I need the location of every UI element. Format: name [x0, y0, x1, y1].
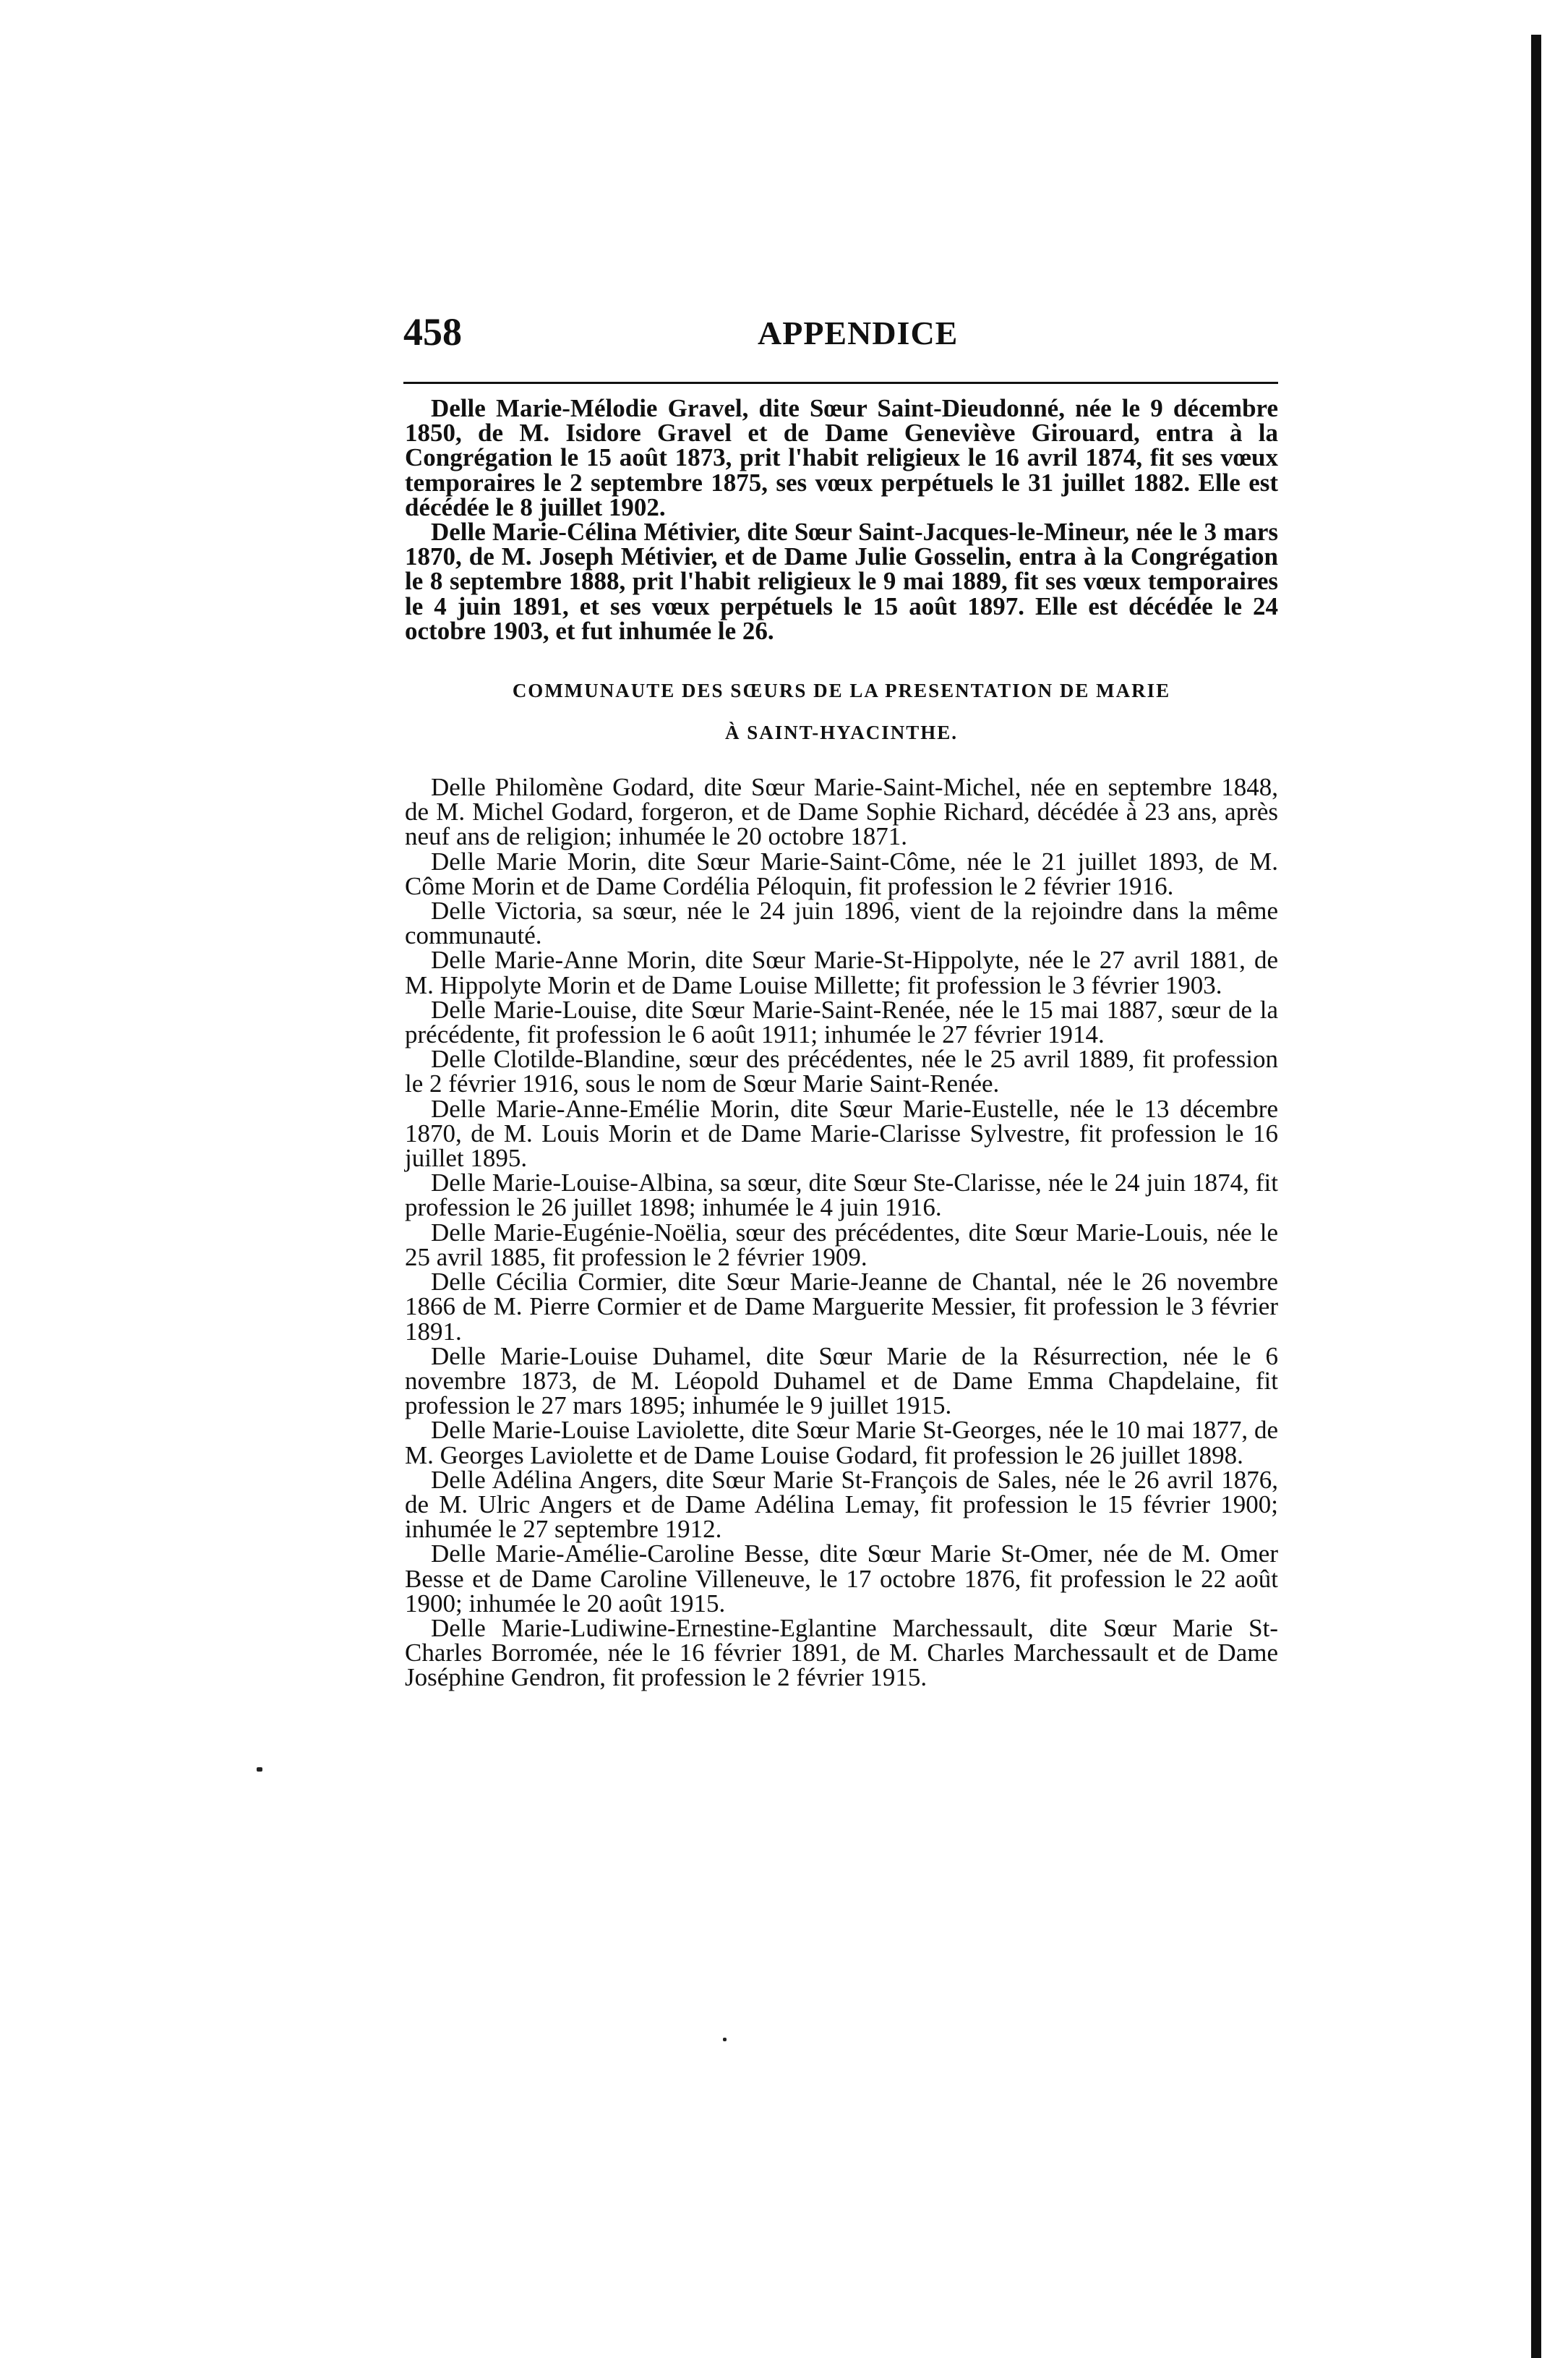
section-heading-line: COMMUNAUTE DES SŒURS DE LA PRESENTATION DE MARIE — [512, 680, 1171, 702]
entry-paragraph: Delle Marie-Louise, dite Sœur Marie-Saint-Renée, née le 15 mai 1887, sœur de la précédente, fit profession le 6 août 1911; inhumée le 27 février 1914. — [405, 995, 1278, 1049]
section-entries-1 — [405, 396, 1278, 644]
entry-paragraph: Delle Marie-Louise Duhamel, dite Sœur Marie de la Résurrection, née le 6 novembre 1873, de M. Léopold Duhamel et de Dame Emma Chapdelaine, fit profession le 27 mars 1895; inhumée le 9 juillet 1915. — [405, 1341, 1278, 1420]
section-entries-2 — [405, 775, 1278, 1691]
entry-paragraph: Delle Marie Morin, dite Sœur Marie-Saint-Côme, née le 21 juillet 1893, de M. Côme Morin et de Dame Cordélia Péloquin, fit profession le 2 février 1916. — [405, 847, 1278, 900]
page-header — [403, 309, 1300, 367]
entry-paragraph: Delle Marie-Anne-Emélie Morin, dite Sœur Marie-Eustelle, née le 13 décembre 1870, de M. Louis Morin et de Dame Marie-Clarisse Sylvestre, fit profession le 16 juillet 1895. — [405, 1094, 1278, 1173]
entry-paragraph: Delle Marie-Anne Morin, dite Sœur Marie-St-Hippolyte, née le 27 avril 1881, de M. Hippolyte Morin et de Dame Louise Millette; fit profession le 3 février 1903. — [405, 946, 1278, 999]
page-number: 458 — [403, 310, 462, 354]
entry-paragraph: Delle Marie-Ludiwine-Ernestine-Eglantine Marchessault, dite Sœur Marie St-Charles Borromée, née le 16 février 1891, de M. Charles Marchessault et de Dame Joséphine Gendron, fit profession le 2 février 1915. — [405, 1613, 1278, 1692]
entry-paragraph: Delle Clotilde-Blandine, sœur des précédentes, née le 25 avril 1889, fit profession le 2 février 1916, sous le nom de Sœur Marie Saint-Renée. — [405, 1045, 1278, 1098]
entry-paragraph: Delle Marie-Eugénie-Noëlia, sœur des précédentes, dite Sœur Marie-Louis, née le 25 avril 1885, fit profession le 2 février 1909. — [405, 1218, 1278, 1271]
entry-paragraph: Delle Marie-Mélodie Gravel, dite Sœur Saint-Dieudonné, née le 9 décembre 1850, de M. Isidore Gravel et de Dame Geneviève Girouard, entra à la Congrégation le 15 août 1873, prit l'habit religieux le 16 avril 1874, fit ses vœux temporaires le 2 septembre 1875, ses vœux perpétuels le 31 juillet 1882. Elle est décédée le 8 juillet 1902. — [405, 394, 1278, 521]
entry-paragraph: Delle Cécilia Cormier, dite Sœur Marie-Jeanne de Chantal, née le 26 novembre 1866 de M. Pierre Cormier et de Dame Marguerite Messier, fit profession le 3 février 1891. — [405, 1268, 1278, 1346]
entry-paragraph: Delle Victoria, sa sœur, née le 24 juin 1896, vient de la rejoindre dans la même communauté. — [405, 897, 1278, 950]
entry-paragraph: Delle Adélina Angers, dite Sœur Marie St-François de Sales, née le 26 avril 1876, de M. Ulric Angers et de Dame Adélina Lemay, fit profession le 15 février 1900; inhumée le 27 septembre 1912. — [405, 1465, 1278, 1544]
header-rule — [403, 382, 1278, 384]
entry-paragraph: Delle Marie-Amélie-Caroline Besse, dite Sœur Marie St-Omer, née de M. Omer Besse et de Dame Caroline Villeneuve, le 17 octobre 1876, fit profession le 22 août 1900; inhumée le 20 août 1915. — [405, 1539, 1278, 1618]
section-heading-line: À SAINT-HYACINTHE. — [724, 722, 959, 744]
running-head: APPENDICE — [758, 315, 959, 351]
scan-speck — [723, 2038, 727, 2041]
scan-edge-bar — [1531, 35, 1541, 2358]
section-heading — [405, 670, 1278, 753]
entry-paragraph: Delle Philomène Godard, dite Sœur Marie-Saint-Michel, née en septembre 1848, de M. Michel Godard, forgeron, et de Dame Sophie Richard, décédée à 23 ans, après neuf ans de religion; inhumée le 20 octobre 1871. — [405, 773, 1278, 851]
entry-paragraph: Delle Marie-Louise Laviolette, dite Sœur Marie St-Georges, née le 10 mai 1877, de M. Georges Laviolette et de Dame Louise Godard, fit profession le 26 juillet 1898. — [405, 1416, 1278, 1469]
entry-paragraph: Delle Marie-Célina Métivier, dite Sœur Saint-Jacques-le-Mineur, née le 3 mars 1870, de M. Joseph Métivier, et de Dame Julie Gosselin, entra à la Congrégation le 8 septembre 1888, prit l'habit religieux le 9 mai 1889, fit ses vœux temporaires le 4 juin 1891, et ses vœux perpétuels le 15 août 1897. Elle est décédée le 24 octobre 1903, et fut inhumée le 26. — [405, 518, 1278, 645]
scan-speck — [257, 1767, 262, 1772]
entry-paragraph: Delle Marie-Louise-Albina, sa sœur, dite Sœur Ste-Clarisse, née le 24 juin 1874, fit profession le 26 juillet 1898; inhumée le 4 juin 1916. — [405, 1169, 1278, 1222]
page-body — [405, 396, 1278, 1691]
